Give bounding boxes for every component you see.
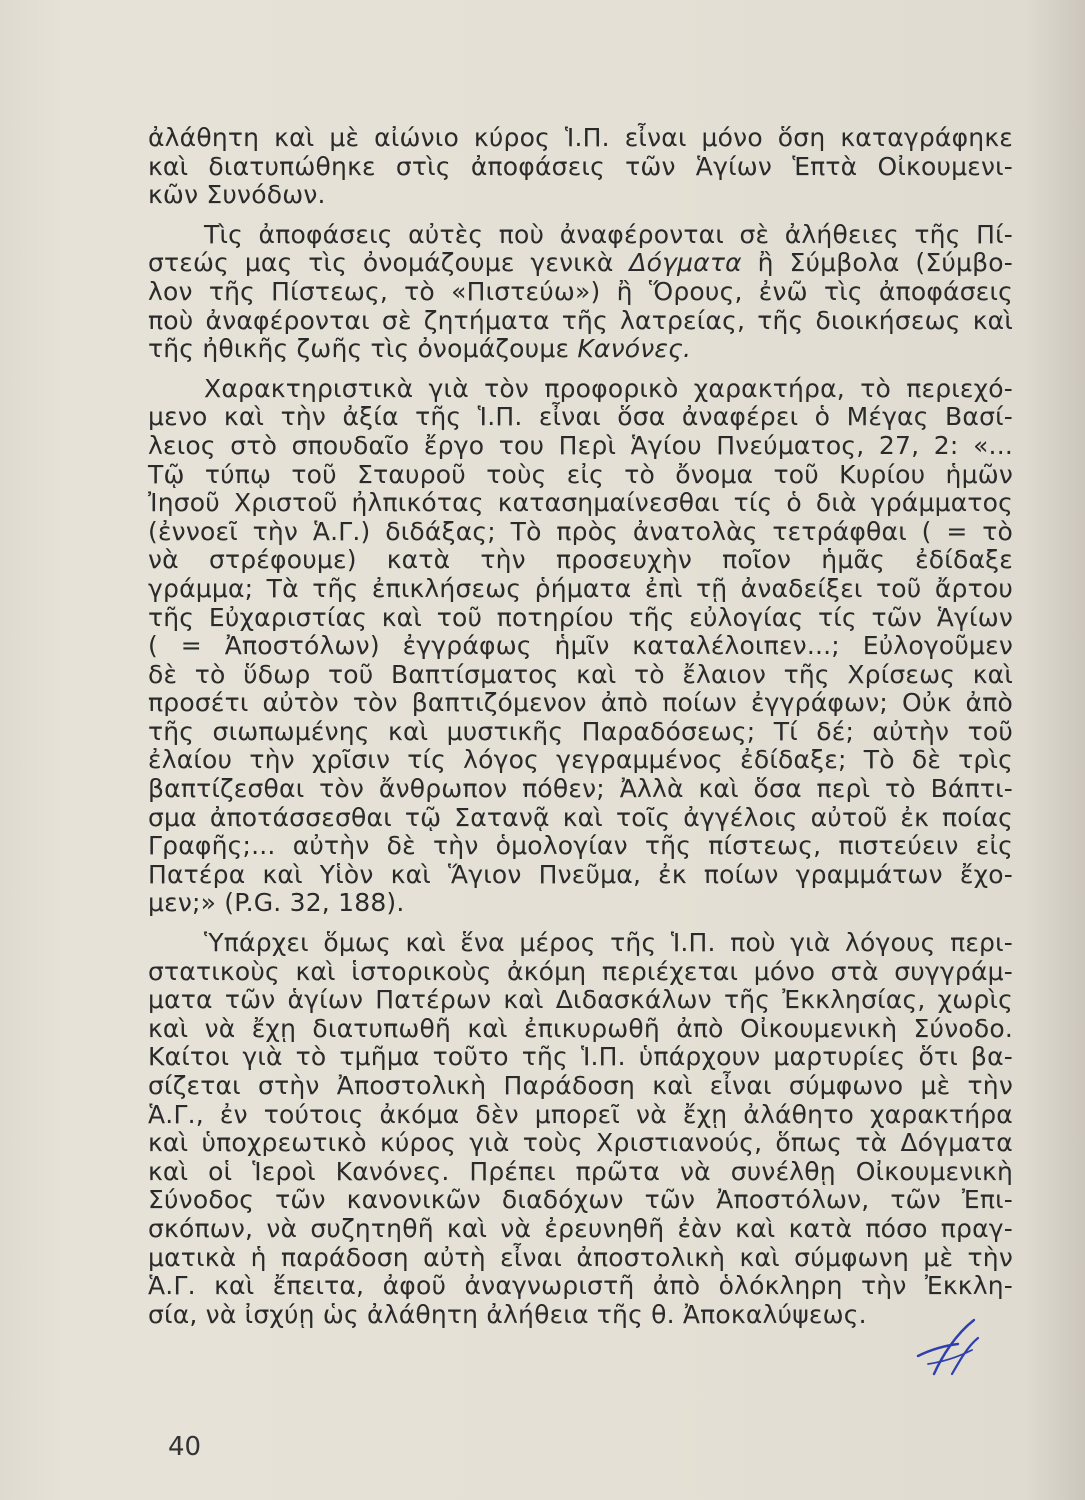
text-line: Ἁ.Γ. καὶ ἔπειτα, ἀφοῦ ἀναγνωριστῆ ἀπὸ ὁλόκληρη τὴν Ἐκκλη- [148,1271,1013,1301]
text-line: σίζεται στὴν Ἀποστολικὴ Παράδοση καὶ εἶναι σύμφωνο μὲ τὴν [148,1071,1013,1100]
page-edge-shadow [1025,0,1085,1500]
text-line: ματα τῶν ἁγίων Πατέρων καὶ Διδασκάλων τῆς Ἐκκλησίας, χωρὶς [148,985,1013,1015]
text-line: δὲ τὸ ὕδωρ τοῦ Βαπτίσματος καὶ τὸ ἔλαιον τῆς Χρίσεως καὶ [148,659,1013,689]
text-line: βαπτίζεσθαι τὸν ἄνθρωπον πόθεν; Ἀλλὰ καὶ ὅσα περὶ τὸ Βάπτι- [148,774,1013,804]
text-line: καὶ οἱ Ἱεροὶ Κανόνες. Πρέπει πρῶτα νὰ συνέλθῃ Οἰκουμενικὴ [148,1156,1013,1186]
text-line: καὶ νὰ ἔχῃ διατυπωθῆ καὶ ἐπικυρωθῆ ἀπὸ Οἰκουμενικὴ Σύνοδο. [148,1013,1013,1043]
paragraph-1 [148,124,1013,210]
text-line: καὶ διατυπώθηκε στὶς ἀποφάσεις τῶν Ἁγίων Ἑπτὰ Οἰκουμενι- [148,151,1013,181]
text-line: ( = Ἀποστόλων) ἐγγράφως ἡμῖν καταλέλοιπεν...; Εὐλογοῦμεν [148,631,1013,661]
text-line: σία, νὰ ἰσχύῃ ὡς ἀλάθητη ἀλήθεια τῆς θ. Ἀποκαλύψεως. [148,1299,867,1329]
text-line: Πατέρα καὶ Υἱὸν καὶ Ἅγιον Πνεῦμα, ἐκ ποίων γραμμάτων ἔχο- [148,859,1013,889]
text-line: τῆς σιωπωμένης καὶ μυστικῆς Παραδόσεως; Τί δέ; αὐτὴν τοῦ [148,716,1013,746]
text-line: ματικὰ ἡ παράδοση αὐτὴ εἶναι ἀποστολικὴ καὶ σύμφωνη μὲ τὴν [148,1242,1013,1272]
handwritten-mark-icon [912,1316,982,1376]
text-line: προσέτι αὐτὸν τὸν βαπτιζόμενον ἀπὸ ποίων ἐγγράφων; Οὐκ ἀπὸ [148,688,1013,718]
paragraph-3 [148,375,1013,918]
text-line: τῆς Εὐχαριστίας καὶ τοῦ ποτηρίου τῆς εὐλογίας τίς τῶν Ἁγίων [148,602,1013,632]
text-line: μενο καὶ τὴν ἀξία τῆς Ἱ.Π. εἶναι ὅσα ἀναφέρει ὁ Μέγας Βασί- [148,402,1013,432]
text-line: Χαρακτηριστικὰ γιὰ τὸν προφορικὸ χαρακτήρα, τὸ περιεχό- [204,373,1013,403]
text-line: λον τῆς Πίστεως, τὸ «Πιστεύω») ἢ Ὅρους, ἐνῶ τὶς ἀποφάσεις [148,276,1013,306]
text-line: στατικοὺς καὶ ἱστορικοὺς ἀκόμη περιέχεται μόνο στὰ συγγράμ- [148,956,1013,986]
text-line: ποὺ ἀναφέρονται σὲ ζητήματα τῆς λατρείας, τῆς διοικήσεως καὶ [148,305,1013,335]
text-line: κῶν Συνόδων. [148,180,326,210]
text-line: στεώς μας τὶς ὀνομάζουμε γενικὰ Δόγματα ἢ Σύμβολα (Σύμβο- [148,248,1013,278]
text-line: (ἐννοεῖ τὴν Ἁ.Γ.) διδάξας; Τὸ πρὸς ἀνατολὰς τετράφθαι ( = τὸ [148,516,1013,546]
paragraph-2 [148,221,1013,364]
text-line: σμα ἀποτάσσεσθαι τῷ Σατανᾷ καὶ τοῖς ἀγγέλοις αὐτοῦ ἐκ ποίας [148,802,1013,832]
text-line: μεν;» (P.G. 32, 188). [148,888,405,918]
paragraph-4 [148,929,1013,1329]
text-line: Τὶς ἀποφάσεις αὐτὲς ποὺ ἀναφέρονται σὲ ἀλήθειες τῆς Πί- [204,219,1013,249]
text-line: Σύνοδος τῶν κανονικῶν διαδόχων τῶν Ἀποστόλων, τῶν Ἐπι- [148,1185,1013,1215]
text-line: ἀλάθητη καὶ μὲ αἰώνιο κύρος Ἱ.Π. εἶναι μόνο ὅση καταγράφηκε [148,123,1013,152]
text-line: τῆς ἠθικῆς ζωῆς τὶς ὀνομάζουμε Κανόνες. [148,334,692,364]
text-line: Γραφῆς;... αὐτὴν δὲ τὴν ὁμολογίαν τῆς πίστεως, πιστεύειν εἰς [148,831,1013,861]
text-line: Τῷ τύπῳ τοῦ Σταυροῦ τοὺς εἰς τὸ ὄνομα τοῦ Κυρίου ἡμῶν [148,459,1013,489]
text-line: Καίτοι γιὰ τὸ τμῆμα τοῦτο τῆς Ἱ.Π. ὑπάρχουν μαρτυρίες ὅτι βα- [148,1042,1013,1072]
text-line: Ἁ.Γ., ἐν τούτοις ἀκόμα δὲν μπορεῖ νὰ ἔχῃ ἀλάθητο χαρακτήρα [148,1099,1013,1129]
text-line: ἐλαίου τὴν χρῖσιν τίς λόγος γεγραμμένος ἐδίδαξε; Τὸ δὲ τρὶς [148,745,1013,775]
page-number: 40 [168,1432,202,1462]
text-line: Ὑπάρχει ὅμως καὶ ἕνα μέρος τῆς Ἱ.Π. ποὺ γιὰ λόγους περι- [204,928,1013,958]
text-line: νὰ στρέφουμε) κατὰ τὴν προσευχὴν ποῖον ἡμᾶς ἐδίδαξε [148,545,1013,575]
text-line: Ἰησοῦ Χριστοῦ ἠλπικότας κατασημαίνεσθαι τίς ὁ διὰ γράμματος [148,488,1013,518]
text-line: γράμμα; Τὰ τῆς ἐπικλήσεως ῥήματα ἐπὶ τῇ ἀναδείξει τοῦ ἄρτου [148,573,1013,603]
body-text [148,124,1013,1340]
text-line: λειος στὸ σπουδαῖο ἔργο του Περὶ Ἁγίου Πνεύματος, 27, 2: «... [148,430,1013,460]
text-line: σκόπων, νὰ συζητηθῆ καὶ νὰ ἐρευνηθῆ ἐὰν καὶ κατὰ πόσο πραγ- [148,1213,1013,1243]
text-line: καὶ ὑποχρεωτικὸ κύρος γιὰ τοὺς Χριστιανούς, ὅπως τὰ Δόγματα [148,1128,1013,1158]
